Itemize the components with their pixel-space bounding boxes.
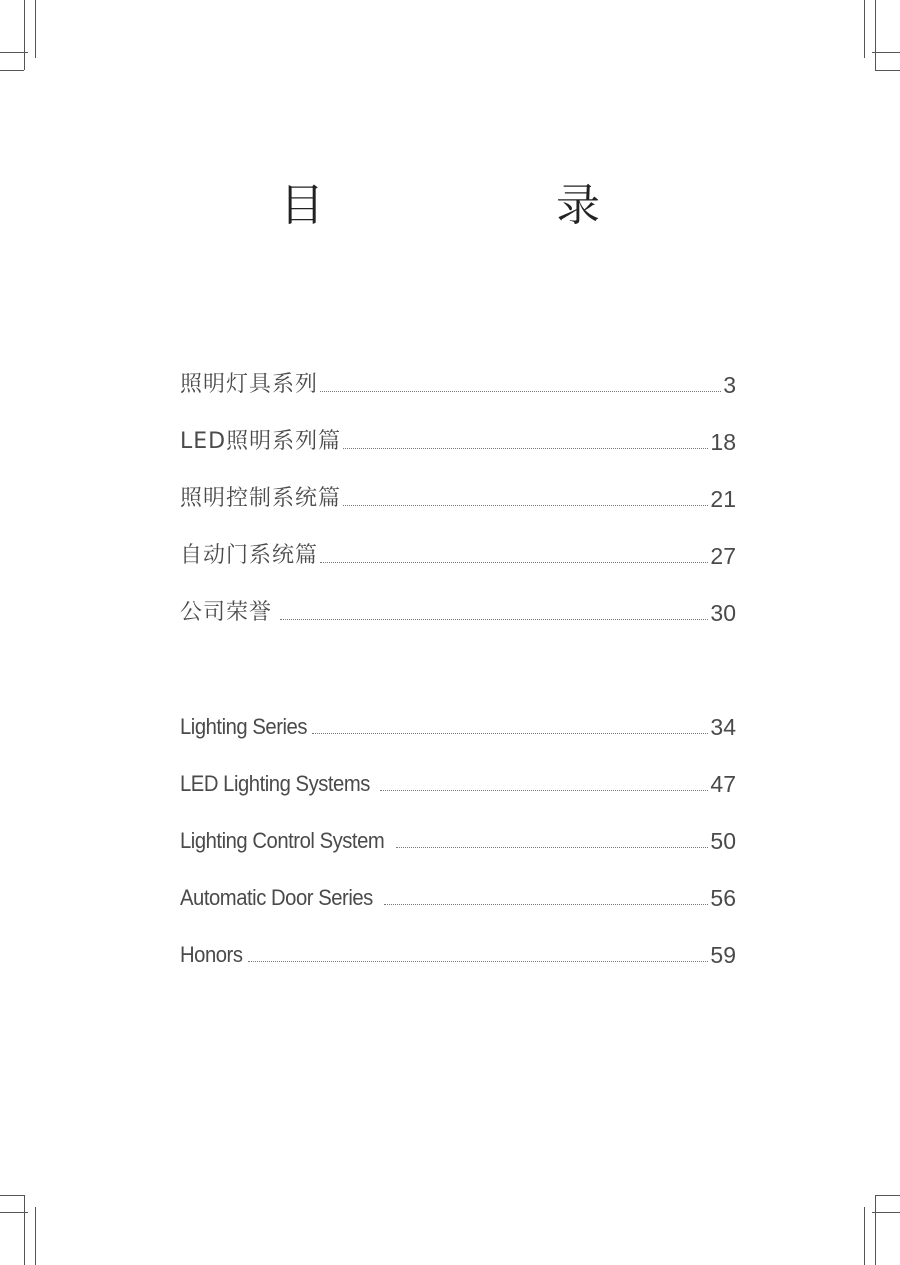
toc-entry[interactable]	[180, 594, 736, 628]
toc-entry[interactable]	[180, 423, 736, 457]
toc-entry-label: 照明灯具系列	[180, 372, 319, 397]
toc-entry[interactable]	[180, 879, 736, 913]
toc-entry-page: 34	[710, 714, 736, 740]
toc-entry[interactable]	[180, 765, 736, 799]
toc-entry-page: 56	[710, 885, 736, 911]
toc-leader-dots	[384, 904, 709, 905]
toc-entry[interactable]	[180, 708, 736, 742]
toc-leader-dots	[396, 847, 708, 848]
toc-leader-dots	[312, 733, 708, 734]
toc-leader-dots	[248, 961, 708, 962]
toc-entry-label: Lighting Series	[180, 714, 308, 739]
toc-entry-label: LED Lighting Systems	[180, 771, 370, 796]
toc-leader-dots	[343, 448, 708, 449]
toc-entry-page: 3	[723, 372, 736, 398]
toc-entry-label: Automatic Door Series	[180, 885, 373, 910]
toc-leader-dots	[280, 619, 708, 620]
toc-entry-page: 27	[710, 543, 736, 569]
toc-entry-label: Lighting Control System	[180, 828, 385, 853]
toc-entry[interactable]	[180, 480, 736, 514]
toc-entry[interactable]	[180, 366, 736, 400]
toc-leader-dots	[320, 562, 708, 563]
toc-leader-dots	[320, 391, 721, 392]
toc-entry-label: 公司荣誉	[180, 600, 273, 625]
toc-entry-page: 18	[710, 429, 736, 455]
toc-entry-page: 47	[710, 771, 736, 797]
toc-entry-label: LED照明系列篇	[180, 429, 342, 454]
toc-entry[interactable]	[180, 936, 736, 970]
toc-entry-page: 59	[710, 942, 736, 968]
title-char-1: 目	[280, 180, 324, 231]
toc-entry-page: 30	[710, 600, 736, 626]
toc-entry-page: 21	[710, 486, 736, 512]
toc-entry-label: 照明控制系统篇	[180, 486, 342, 511]
toc-entry-page: 50	[710, 828, 736, 854]
toc-leader-dots	[343, 505, 708, 506]
toc-entry-label: Honors	[180, 942, 243, 967]
toc-entry[interactable]	[180, 822, 736, 856]
toc-leader-dots	[380, 790, 708, 791]
title-char-2: 录	[556, 180, 600, 231]
toc-entry-label: 自动门系统篇	[180, 543, 319, 568]
toc-entry[interactable]	[180, 537, 736, 571]
